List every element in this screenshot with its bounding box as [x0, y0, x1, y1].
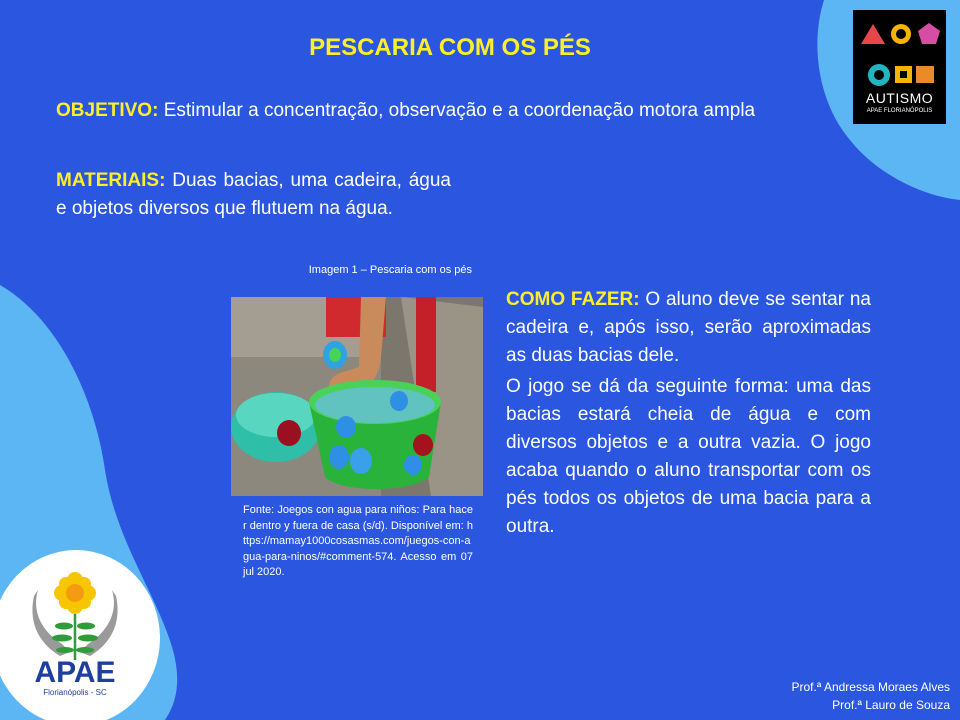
- how-to-paragraph-2: O jogo se dá da seguinte forma: uma das bacias estará cheia de água e com diversos objetos e a outra vazia. O jogo acaba quando o aluno transportar com os pés todos os objetos de uma bacia para a outra.: [506, 376, 871, 537]
- materials-paragraph: [56, 167, 451, 223]
- apae-logo: [10, 560, 140, 710]
- materials-text: Duas bacias, uma cadeira, água e objetos diversos que flutuem na água.: [56, 170, 451, 219]
- activity-photo: [231, 297, 483, 496]
- apae-logo-name: APAE: [34, 656, 116, 689]
- objective-paragraph: [56, 97, 807, 125]
- page-title: PESCARIA COM OS PÉS: [309, 34, 591, 61]
- how-to-paragraph-1: [506, 286, 871, 370]
- how-to-text-1: O aluno deve se sentar na cadeira e, após isso, serão aproximadas as duas bacias dele.: [506, 289, 871, 366]
- apae-logo-sub: Florianópolis - SC: [43, 688, 107, 697]
- objective-label: OBJETIVO:: [56, 100, 159, 121]
- credit-line-1: Prof.ª Andressa Moraes Alves: [791, 680, 950, 694]
- image-caption: Imagem 1 – Pescaria com os pés: [308, 264, 472, 276]
- credits: [791, 678, 950, 714]
- image-source: Fonte: Joegos con agua para niños: Para hacer dentro y fuera de casa (s/d). Disponível em: https://mamay1000cosasmas.com/juegos-con-agua-para-ninos/#comment-574. Acesso em 07 jul 2020.: [243, 504, 473, 578]
- autismo-logo-sub: APAE FLORIANÓPOLIS: [866, 108, 933, 114]
- apae-flower-hands-icon: [10, 560, 140, 664]
- credit-line-2: Prof.ª Lauro de Souza: [832, 698, 950, 712]
- materials-label: MATERIAIS:: [56, 170, 166, 191]
- how-to-label: COMO FAZER:: [506, 289, 640, 310]
- autismo-logo: [853, 10, 946, 124]
- autismo-logo-name: AUTISMO: [865, 90, 934, 106]
- autismo-logo-shapes-icon: [853, 10, 946, 124]
- objective-text: Estimular a concentração, observação e a coordenação motora ampla: [163, 100, 756, 121]
